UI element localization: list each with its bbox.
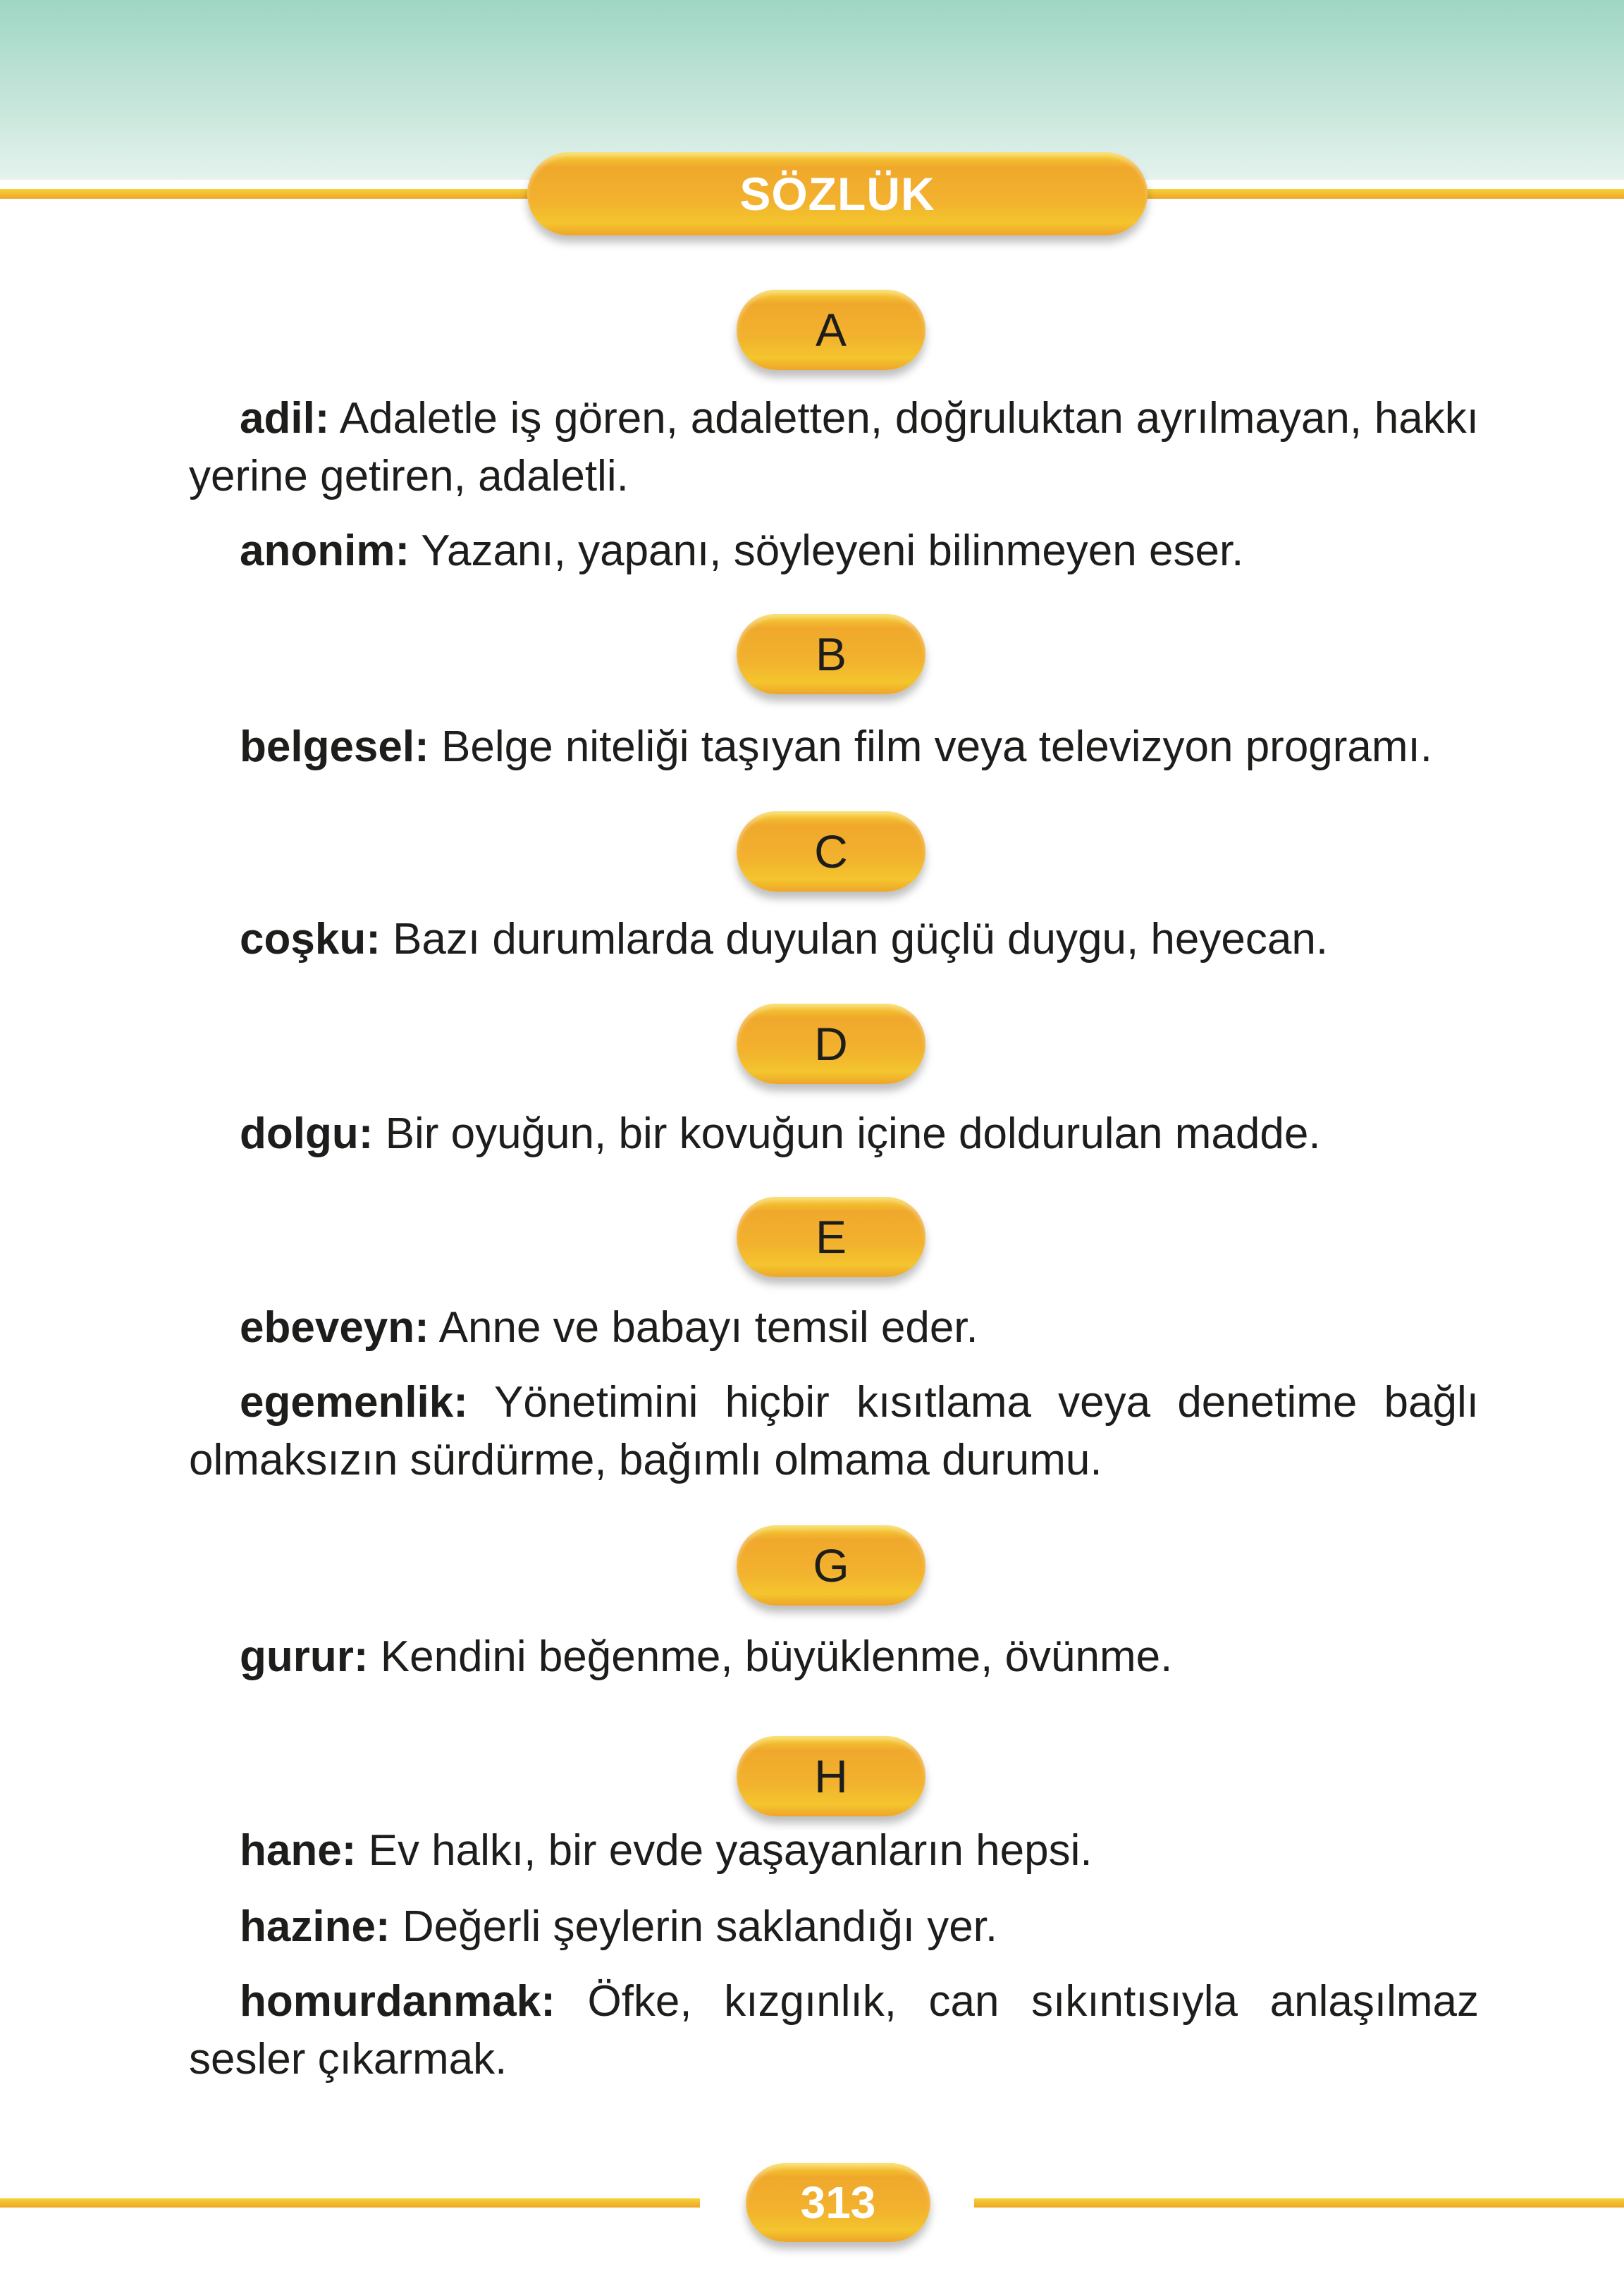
letter-badge-b — [737, 614, 925, 694]
term: coşku: — [240, 915, 381, 964]
entry-cosku — [189, 911, 1479, 968]
letter-badge-e — [737, 1197, 925, 1277]
definition: Ev halkı, bir evde yaşayanların hepsi. — [368, 1826, 1093, 1875]
definition: Bazı durumlarda duyulan güçlü duygu, heyecan. — [393, 915, 1329, 964]
term: homurdanmak: — [240, 1977, 555, 2026]
entry-hane — [189, 1822, 1479, 1880]
title-banner — [527, 152, 1148, 235]
letter-label: H — [814, 1750, 848, 1802]
definition: Değerli şeylerin saklandığı yer. — [402, 1902, 998, 1951]
entry-anonim — [189, 522, 1479, 580]
term: adil: — [240, 394, 330, 443]
page-number-badge — [746, 2163, 930, 2242]
entry-homurdanmak — [189, 1973, 1479, 2088]
entry-adil — [189, 390, 1479, 505]
letter-badge-g — [737, 1525, 925, 1606]
term: egemenlik: — [240, 1378, 468, 1427]
letter-badge-c — [737, 811, 925, 892]
term: gurur: — [240, 1632, 369, 1681]
definition: Belge niteliği taşıyan film veya televizyon programı. — [441, 722, 1433, 771]
entry-belgesel — [189, 718, 1479, 776]
letter-label: D — [814, 1018, 848, 1070]
definition: Kendini beğenme, büyüklenme, övünme. — [380, 1632, 1173, 1681]
letter-label: B — [815, 628, 847, 680]
footer-rule-right — [974, 2198, 1624, 2208]
page-number: 313 — [800, 2177, 876, 2228]
letter-badge-a — [737, 290, 925, 370]
letter-label: G — [813, 1539, 849, 1592]
term: hane: — [240, 1826, 357, 1875]
term: belgesel: — [240, 722, 429, 771]
letter-label: E — [815, 1211, 847, 1263]
entry-hazine — [189, 1898, 1479, 1956]
definition: Anne ve babayı temsil eder. — [438, 1303, 978, 1352]
term: ebeveyn: — [240, 1303, 429, 1352]
definition: Yönetimini hiçbir kısıtlama veya denetime bağlı olmaksızın sürdürme, bağımlı olmama durumu. — [189, 1378, 1479, 1484]
definition: Yazanı, yapanı, söyleyeni bilinmeyen eser. — [421, 527, 1244, 575]
term: hazine: — [240, 1902, 390, 1951]
entry-egemenlik — [189, 1374, 1479, 1489]
letter-label: C — [814, 825, 848, 878]
definition: Adaletle iş gören, adaletten, doğruluktan ayrılmayan, hakkı yerine getiren, adaletli. — [189, 394, 1479, 500]
letter-badge-h — [737, 1736, 925, 1816]
entry-gurur — [189, 1628, 1479, 1686]
letter-badge-d — [737, 1004, 925, 1084]
definition: Öfke, kızgınlık, can sıkıntısıyla anlaşılmaz sesler çıkarmak. — [189, 1977, 1479, 2083]
term: anonim: — [240, 527, 410, 575]
term: dolgu: — [240, 1109, 374, 1158]
footer-rule-left — [0, 2198, 700, 2208]
entry-ebeveyn — [189, 1299, 1479, 1357]
page-title: SÖZLÜK — [739, 168, 935, 220]
letter-label: A — [815, 304, 847, 356]
definition: Bir oyuğun, bir kovuğun içine doldurulan madde. — [385, 1109, 1321, 1158]
entry-dolgu — [189, 1105, 1479, 1163]
